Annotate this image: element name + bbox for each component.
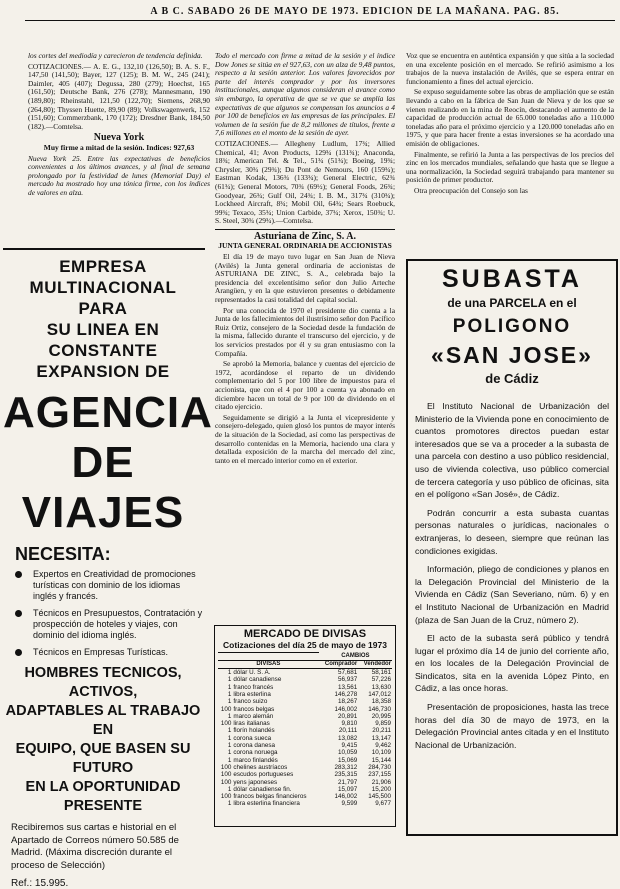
subasta-advertisement xyxy=(406,259,618,836)
asturiana-p2: Por una conocida de 1970 el presidente dio cuenta a la Junta de los fallecimientos del ilustrísimo señor don Pacífico Ruiz Ortiz, consejero de la Sociedad desde la fundación de la misma, fallecido durante el transcurso del ejercicio, y de los servicios prestados por él y su gran entusiasmo con la Compañía. xyxy=(215,305,395,358)
divisas-qty: 100 xyxy=(220,771,232,779)
masthead: A B C. SABADO 26 DE MAYO DE 1973. EDICION DE LA MAÑANA. PAG. 85. xyxy=(150,6,560,17)
col3-p1: Voz que se encuentra en auténtica expansión y que sitúa a la sociedad en una excelente posición en el mercado. Se refirió asimismo a los trabajos de la nueva instalación de Avilés, que se espera entrar en funcionamiento a fines del actual ejercicio. xyxy=(406,51,614,86)
divisas-row xyxy=(218,720,392,727)
divisas-buy: 10,059 xyxy=(337,749,358,757)
ad-line-4: EXPANSION DE xyxy=(36,362,170,381)
divisas-qty: 100 xyxy=(220,705,232,713)
subasta-p3: Información, pliego de condiciones y planos en la Delegación Provincial del Ministerio de la Vivienda en Cádiz (San Severiano, núm. 6) y en el Instituto Nacional de Urbanización en Madrid (plaza de San Juan de la Cruz, número 2). xyxy=(415,564,609,625)
divisas-sell: 58,161 xyxy=(371,669,391,677)
divisas-row xyxy=(218,727,392,734)
divisas-currency: franco suizo xyxy=(233,698,268,706)
ad-hombres-line: ADAPTABLES AL TRABAJO EN xyxy=(5,703,201,738)
divisas-currency: franco francés xyxy=(233,683,274,691)
divisas-col-comprador: Comprador xyxy=(319,660,358,668)
divisas-sell: 18,358 xyxy=(371,698,391,706)
job-advertisement xyxy=(3,250,213,889)
divisas-currency: marco finlandés xyxy=(233,756,278,764)
subasta-body xyxy=(408,400,616,751)
masthead-rule xyxy=(25,20,615,21)
divisas-sell: 146,730 xyxy=(368,705,391,713)
divisas-row xyxy=(218,793,392,800)
divisas-row xyxy=(218,676,392,683)
divisas-row xyxy=(218,698,392,705)
subasta-poligono: POLIGONO xyxy=(452,316,572,337)
ad-bullet-text: Técnicos en Presupuestos, Contratación y prospección de hoteles y viajes, con dominio del idioma inglés. xyxy=(33,608,203,640)
divisas-qty: 1 xyxy=(227,785,232,793)
divisas-table xyxy=(218,652,392,808)
divisas-currency: escudos portugueses xyxy=(233,771,294,779)
divisas-sell: 15,144 xyxy=(371,756,391,764)
divisas-qty: 1 xyxy=(227,734,232,742)
divisas-row xyxy=(218,757,392,764)
divisas-row xyxy=(218,779,392,786)
divisas-qty: 100 xyxy=(220,763,232,771)
divisas-currency: marco alemán xyxy=(233,712,274,720)
divisas-sell: 10,109 xyxy=(371,749,391,757)
divisas-currency: chelines austríacos xyxy=(233,763,288,771)
divisas-sell: 147,012 xyxy=(368,690,391,698)
bullet-dot-icon xyxy=(15,649,22,656)
divisas-buy: 9,415 xyxy=(341,742,358,750)
divisas-buy: 283,312 xyxy=(334,763,358,771)
divisas-buy: 56,937 xyxy=(337,676,358,684)
divisas-row xyxy=(218,735,392,742)
divisas-buy: 15,097 xyxy=(337,785,358,793)
asturiana-p4: Seguidamente se dirigió a la Junta el vicepresidente y consejero-delegado, quien glosó los puntos de mayor interés de la situación de la Sociedad, así como las perspectivas de desarrollo contenidas en la Memoria, haciendo una clara y detallada exposición de la marcha del mercado del zinc, tanto en el mercado interior como en el exterior. xyxy=(215,412,395,465)
ad-hombres-line: HOMBRES TECNICOS, ACTIVOS, xyxy=(24,665,182,700)
ad-line-2: PARA xyxy=(78,299,128,318)
divisas-qty: 100 xyxy=(220,793,232,801)
asturiana-subtitle: JUNTA GENERAL ORDINARIA DE ACCIONISTAS xyxy=(218,241,392,251)
divisas-sell: 13,630 xyxy=(371,683,391,691)
column-1 xyxy=(28,52,210,200)
divisas-currency: corona noruega xyxy=(233,749,278,757)
divisas-subtitle: Cotizaciones del día 25 de mayo de 1973 xyxy=(223,640,387,650)
ad-headline-viajes: DE VIAJES xyxy=(21,438,185,537)
divisas-buy: 235,315 xyxy=(334,771,358,779)
divisas-qty: 1 xyxy=(227,727,232,735)
divisas-buy: 9,810 xyxy=(341,720,358,728)
divisas-qty: 1 xyxy=(227,690,232,698)
ad-bullet xyxy=(3,569,203,602)
subasta-title: SUBASTA xyxy=(442,265,582,293)
divisas-buy: 9,599 xyxy=(341,800,358,808)
divisas-row xyxy=(218,771,392,778)
divisas-currency: yens japoneses xyxy=(233,778,278,786)
divisas-row xyxy=(218,764,392,771)
divisas-buy: 15,069 xyxy=(337,756,358,764)
ad-recibiremos: Recibiremos sus cartas e historial en el Apartado de Correos número 50.585 de Madrid. (Máxima discreción durante el proceso de Selección) xyxy=(11,822,179,871)
divisas-currency: corona sueca xyxy=(233,734,272,742)
asturiana-p1: El día 19 de mayo tuvo lugar en San Juan de Nieva (Avilés) la Junta general ordinaria de accionistas de ASTURIANA DE ZINC, S. A., celebrada bajo la presidencia del excelentísimo señor don Julio Arteche Arangüen, y en la que estuvieron presentes o debidamente representados la casi totalidad del capital social. xyxy=(215,252,395,305)
divisas-col-group: CAMBIOS xyxy=(319,653,392,661)
ad-bullet xyxy=(3,608,203,641)
divisas-buy: 18,267 xyxy=(337,698,358,706)
divisas-qty: 1 xyxy=(227,712,232,720)
divisas-sell: 9,677 xyxy=(375,800,391,808)
divisas-row xyxy=(218,706,392,713)
ad-line-1: EMPRESA MULTINACIONAL xyxy=(29,257,177,297)
divisas-buy: 13,082 xyxy=(337,734,358,742)
ad-line-3: SU LINEA EN CONSTANTE xyxy=(46,320,160,360)
divisas-qty: 1 xyxy=(227,742,232,750)
subasta-p1: El Instituto Nacional de Urbanización del Ministerio de la Vivienda pone en conocimiento de cuantos promotores directos puedan estar interesados que se va a proceder a la subasta de una parcela con destino a uso público residencial, uso de vivienda colectiva, uso público comercial de tercera categoría y uso público de oficinas, sita en el polígono «San José», de Cádiz. xyxy=(415,401,609,500)
asturiana-title: Asturiana de Zinc, S. A. xyxy=(254,230,356,242)
col3-p2: Se expuso seguidamente sobre las obras de ampliación que se están llevando a cabo en la fábrica de San Juan de Nieva y de los que se vienen realizando en la mina de Reocín, destacando el aumento de la capacidad de producción actual de 65.000 toneladas año a 110.000 toneladas año para el próximo ejercicio y a 120.000 toneladas año en 1975, y que para hacer frente a estas inversiones se ha acordado una emisión de obligaciones. xyxy=(406,87,614,148)
mercado-divisas-box xyxy=(214,625,396,827)
divisas-buy: 20,111 xyxy=(338,727,358,735)
divisas-qty: 1 xyxy=(227,800,232,808)
divisas-row xyxy=(218,800,392,807)
divisas-sell: 57,226 xyxy=(371,676,391,684)
ad-necesita: NECESITA: xyxy=(15,544,111,564)
divisas-currency: corona danesa xyxy=(233,742,276,750)
divisas-row xyxy=(218,749,392,756)
divisas-qty: 100 xyxy=(220,720,232,728)
divisas-currency: francos belgas xyxy=(233,705,275,713)
divisas-currency: libra esterlina xyxy=(233,690,271,698)
divisas-buy: 13,561 xyxy=(337,683,358,691)
ad-bullet-text: Técnicos en Empresas Turísticas. xyxy=(33,647,169,657)
divisas-currency: florín holandés xyxy=(233,727,275,735)
subasta-p5: Presentación de proposiciones, hasta las trece horas del día 30 de mayo de 1973, en la Delegación Provincial antes citada y en el Instituto Nacional de Urbanización. xyxy=(415,702,609,750)
nueva-york-subtitle: Muy firme a mitad de la sesión. Indices: 927,63 xyxy=(43,142,195,152)
ad-hombres-block xyxy=(3,664,203,816)
ad-hombres-line: EN LA OPORTUNIDAD PRESENTE xyxy=(25,779,181,814)
divisas-sell: 9,462 xyxy=(375,742,391,750)
ad-hombres-line: EQUIPO, QUE BASEN SU FUTURO xyxy=(15,741,191,776)
divisas-qty: 1 xyxy=(227,676,232,684)
divisas-buy: 21,797 xyxy=(337,778,358,786)
ad-reference: Ref.: 15.995. xyxy=(11,878,69,889)
divisas-currency: liras italianas xyxy=(233,720,270,728)
divisas-buy: 146,002 xyxy=(334,705,358,713)
divisas-row xyxy=(218,713,392,720)
subasta-p2: Podrán concurrir a esta subasta cuantas personas naturales o jurídicas, nacionales o extranjeras, lo deseen, siempre que reúnan las condiciones exigidas. xyxy=(415,507,609,556)
divisas-sell: 145,500 xyxy=(368,793,391,801)
subasta-san-jose: «SAN JOSE» xyxy=(431,342,593,368)
divisas-sell: 9,859 xyxy=(375,720,391,728)
nueva-york-title: Nueva York xyxy=(93,132,145,144)
column-3 xyxy=(406,52,614,198)
divisas-sell: 20,995 xyxy=(371,712,391,720)
divisas-row xyxy=(218,684,392,691)
divisas-row xyxy=(218,742,392,749)
col1-cotizaciones: COTIZACIONES.— A. E. G., 132,10 (126,50); B. A. S. F., 147,50 (141,50); Bayer, 127 (125); B. M. W., 245 (241); Daimler, 405 (407); Degussa, 280 (279); Hoechst, 165 (161,50); Deutsche Bank, 276 (278); Mannesmann, 190 (189,80); Rheinstahl, 121,50 (122,70); Siemens, 268,90 (264,80); Thyssen Huette, 89,90 (89); Volkswagenwerk, 152 (151,60); Commerzbank, 170 (172); Dresdner Bank, 184,50 (182).—Comtelsa. xyxy=(28,61,210,131)
subasta-line-2: de una PARCELA en el xyxy=(447,296,577,310)
divisas-qty: 1 xyxy=(227,749,232,757)
divisas-sell: 284,730 xyxy=(368,763,391,771)
divisas-qty: 1 xyxy=(227,698,232,706)
subasta-p4: El acto de la subasta será público y tendrá lugar el próximo día 14 de junio del corriente año, en los locales de la Delegación Provincial de Sindicatos, sita en la avenida López Pinto, en Cádiz, a las once horas. xyxy=(415,633,609,694)
divisas-sell: 21,906 xyxy=(371,778,391,786)
divisas-sell: 15,200 xyxy=(371,785,391,793)
subasta-cadiz: de Cádiz xyxy=(485,371,539,386)
col2-cotizaciones: COTIZACIONES.— Allegheny Ludlum, 17¾; Allied Chemical, 41; Avon Products, 129¾ (131¾); Anaconda, 18¾; American Tel. & Tel., 51¾ (51¾); Boeing, 19¾; Chrysler, 30¾ (29¾); Du Pont de Nemours, 160 (159¾); Eastman Kodak, 136¾ (133¾); General Electric, 62¾ (61¾); General Motors, 70¾ (69½); General Foods, 26¾; Goodyear, 26¾; Gulf Oil, 24¾; I. B. M., 317¾ (310¾); Lockheed Aircraft, 8¾; Mobil Oil, 64¾; Sears Roebuck, 99¾; Texaco, 35¾; Union Carbide, 37¾; Xerox, 150¾; U. S. Steel, 30¾ (29¾).—Comtelsa. xyxy=(215,138,395,226)
bullet-dot-icon xyxy=(15,571,22,578)
divisas-buy: 146,278 xyxy=(334,690,358,698)
divisas-currency: dólar canadiense xyxy=(233,676,282,684)
column-2 xyxy=(215,52,395,467)
divisas-qty: 1 xyxy=(227,683,232,691)
col3-p3: Finalmente, se refirió la Junta a las perspectivas de los precios del zinc en los mercados mundiales, señalando que hasta que se llegue a una normalización, la Sociedad seguirá trabajando para mantener su posición de primer productor. xyxy=(406,149,614,185)
divisas-title: MERCADO DE DIVISAS xyxy=(243,628,367,640)
divisas-buy: 20,891 xyxy=(337,712,358,720)
divisas-qty: 1 xyxy=(227,669,232,677)
divisas-buy: 146,002 xyxy=(334,793,358,801)
col2-rule xyxy=(215,229,395,230)
divisas-currency: francos belgas financieros xyxy=(233,793,307,801)
divisas-sell: 13,147 xyxy=(371,734,391,742)
bullet-dot-icon xyxy=(15,610,22,617)
divisas-row xyxy=(218,691,392,698)
col1-lead: los cortes del mediodía y carecieron de tendencia definida. xyxy=(28,51,203,60)
divisas-qty: 1 xyxy=(227,756,232,764)
divisas-sell: 237,155 xyxy=(368,771,391,779)
divisas-row xyxy=(218,786,392,793)
divisas-currency: dólar canadiense fin. xyxy=(233,785,292,793)
ad-bullet-text: Expertos en Creatividad de promociones turísticas con dominio de los idiomas inglés y francés. xyxy=(33,569,196,601)
divisas-qty: 100 xyxy=(220,778,232,786)
divisas-sell: 20,211 xyxy=(372,727,391,735)
divisas-buy: 57,681 xyxy=(337,669,358,677)
nueva-york-text: Nueva York 25. Entre las expectativas de beneficios convenientes a los últimos avances, y al final de semana prolongado por la festividad de lunes (Memorial Day) el mercado ha mostrado hoy una tónica firme, con los índices de valores en alza. xyxy=(28,153,210,197)
ad-headline-agencia: AGENCIA xyxy=(3,388,213,437)
divisas-currency: dólar U. S. A. xyxy=(233,669,271,677)
col2-top: Todo el mercado con firme a mitad de la sesión y el índice Dow Jones se sitúa en el 927,63, con un alza de 9,48 puntos, respecto a la sesión anterior. Los valores favorecidos por parte del interés comprador y por los inversores institucionales, aunque algunos consideran el avance como sin embargo, la operativa de que se ve que se amplía las expectativas de que algunos se compensan los anuncios a 4 por 100 de beneficios en las empresas de las principales. El volumen de la sesión fue de 8,2 millones de títulos, frente a 7,6 millones en el monto de la sesión de ayer. xyxy=(215,51,395,138)
divisas-row xyxy=(218,669,392,677)
ad-bullet xyxy=(3,647,203,658)
divisas-currency: libra esterlina financiera xyxy=(233,800,300,808)
divisas-col-divisas: DIVISAS xyxy=(218,660,319,668)
divisas-col-vendedor: Vendedor xyxy=(358,660,392,668)
col3-p4: Otra preocupación del Consejo son las xyxy=(414,185,528,195)
asturiana-p3: Se aprobó la Memoria, balance y cuentas del ejercicio de 1972, acordándose el reparto de un dividendo complementario del 5 por 100 libre de impuestos para el accionista, que con el 4 por 100 a cuenta ya abonado en diciembre hacen un total de 9 por 100 de dividendo en el citado ejercicio. xyxy=(215,359,395,412)
